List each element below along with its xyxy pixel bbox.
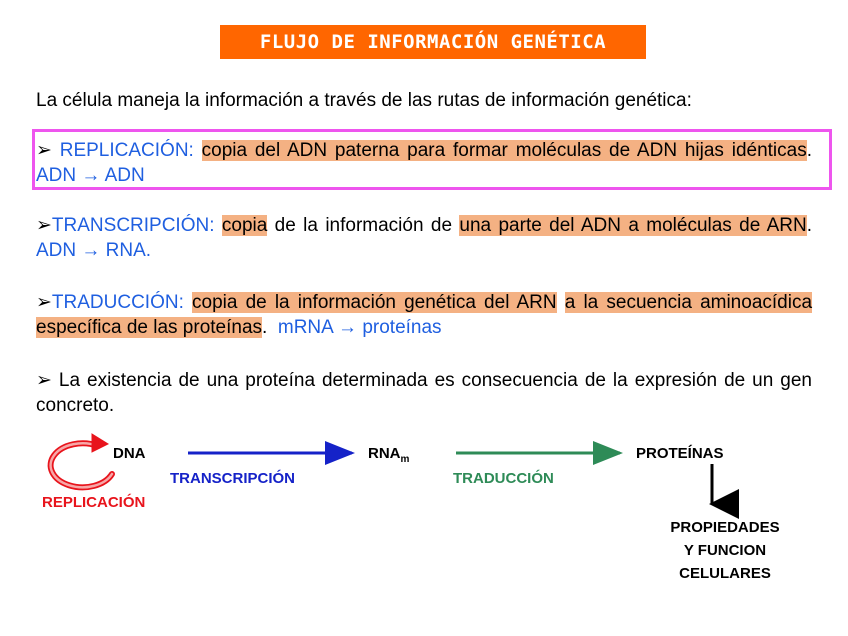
replicacion-highlight: copia del ADN paterna para formar moléculas de ADN hijas idénticas	[201, 140, 807, 161]
propiedades-line-1: PROPIEDADES	[670, 519, 780, 536]
existencia-paragraph	[36, 368, 812, 418]
bullet-icon: ➢	[36, 370, 52, 391]
replication-cycle-icon	[51, 434, 112, 487]
transcripcion-label-diagram: TRANSCRIPCIÓN	[170, 470, 296, 487]
replicacion-label-diagram: REPLICACIÓN	[42, 494, 146, 511]
bullet-icon: ➢	[36, 215, 52, 236]
traduccion-label-diagram: TRADUCCIÓN	[453, 470, 554, 487]
traduccion-label: TRADUCCIÓN:	[51, 292, 184, 313]
title-banner	[220, 25, 646, 59]
transcripcion-flow: ADN → RNA	[36, 240, 146, 261]
dna-label: DNA	[113, 445, 146, 462]
replicacion-paragraph	[36, 138, 812, 188]
traduccion-highlight-2: a la secuencia aminoacídica específica de las proteínas	[36, 292, 813, 338]
transcripcion-label: TRANSCRIPCIÓN:	[51, 215, 215, 236]
intro-text: La célula maneja la información a través de las rutas de información genética:	[36, 90, 692, 111]
traduccion-dot: .	[262, 317, 268, 338]
transcripcion-highlight-1: copia	[221, 215, 268, 236]
propiedades-label	[640, 516, 810, 585]
transcripcion-end: .	[145, 240, 152, 261]
rna-label	[368, 445, 409, 465]
replicacion-dot: .	[806, 140, 813, 161]
rna-text: RNA	[368, 445, 401, 462]
transcripcion-mid: de la información de	[274, 215, 453, 236]
rna-subscript: m	[400, 454, 410, 465]
bullet-icon: ➢	[36, 140, 52, 161]
propiedades-line-2: Y FUNCION	[683, 542, 767, 559]
traduccion-paragraph	[36, 290, 812, 340]
replicacion-flow: ADN → ADN	[36, 165, 145, 186]
proteinas-label: PROTEÍNAS	[636, 445, 724, 462]
propiedades-line-3: CELULARES	[679, 565, 771, 582]
transcripcion-dot: .	[806, 215, 813, 236]
page-title: FLUJO DE INFORMACIÓN GENÉTICA	[259, 31, 607, 53]
traduccion-highlight-1: copia de la información genética del ARN	[192, 292, 557, 313]
transcripcion-highlight-2: una parte del ADN a moléculas de ARN	[459, 215, 807, 236]
existencia-text: La existencia de una proteína determinada es consecuencia de la expresión de un gen concreto.	[36, 370, 812, 416]
traduccion-flow: mRNA → proteínas	[277, 317, 442, 338]
replicacion-label: REPLICACIÓN:	[59, 140, 194, 161]
bullet-icon: ➢	[36, 292, 52, 313]
transcripcion-paragraph	[36, 213, 812, 263]
